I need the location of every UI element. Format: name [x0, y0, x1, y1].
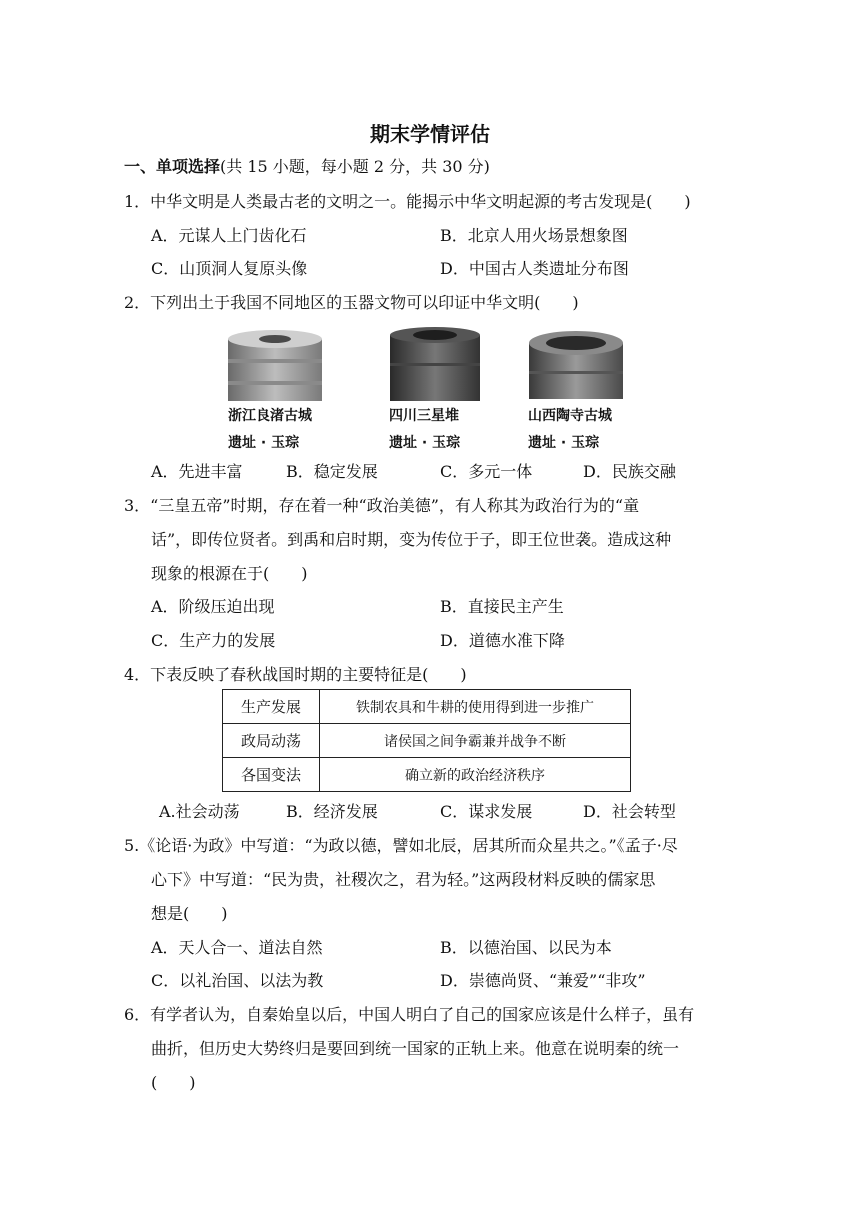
taosi-jade-cong-image: [525, 325, 627, 405]
image-3-caption-line2: 遗址 · 玉琮: [528, 435, 600, 451]
table-row-value: 铁制农具和牛耕的使用得到进一步推广: [320, 690, 631, 724]
question-1-option-a: A．元谋人上门齿化石: [151, 226, 307, 245]
table-row-key: 各国变法: [223, 758, 320, 792]
image-1-caption-line1: 浙江良渚古城: [228, 408, 312, 424]
question-1-option-d: D．中国古人类遗址分布图: [440, 259, 629, 278]
question-2-stem: 2．下列出土于我国不同地区的玉器文物可以印证中华文明( ): [124, 293, 579, 312]
question-1-option-c: C．山顶洞人复原头像: [151, 259, 308, 278]
image-1-caption-line2: 遗址 · 玉琮: [228, 435, 300, 451]
question-4-option-b: B．经济发展: [286, 802, 378, 821]
table-row: [223, 724, 631, 758]
question-5-stem-line3: 想是( ): [151, 904, 228, 923]
question-6-stem-line1: 6．有学者认为，自秦始皇以后，中国人明白了自己的国家应该是什么样子，虽有: [124, 1005, 695, 1024]
question-5-stem-line2: 心下》中写道：“民为贵，社稷次之，君为轻。”这两段材料反映的儒家思: [151, 870, 656, 889]
question-3-option-b: B．直接民主产生: [440, 597, 564, 616]
question-5-option-b: B．以德治国、以民为本: [440, 938, 612, 957]
table-row-key: 生产发展: [223, 690, 320, 724]
question-5-option-c: C．以礼治国、以法为教: [151, 971, 324, 990]
section-note: (共 15 小题，每小题 2 分，共 30 分): [220, 157, 490, 176]
question-4-option-c: C．谋求发展: [440, 802, 533, 821]
question-5-option-a: A．天人合一、道法自然: [151, 938, 323, 957]
sanxingdui-jade-cong-image: [384, 325, 486, 405]
image-2-caption-line2: 遗址 · 玉琮: [389, 435, 461, 451]
question-3-stem-line2: 话”，即传位贤者。到禹和启时期，变为传位于子，即王位世袭。造成这种: [151, 530, 672, 549]
question-2-option-b: B．稳定发展: [286, 462, 378, 481]
question-6-stem-line2: 曲折，但历史大势终归是要回到统一国家的正轨上来。他意在说明秦的统一: [151, 1039, 680, 1058]
question-2-option-c: C．多元一体: [440, 462, 533, 481]
question-4-option-a: A.社会动荡: [159, 802, 240, 821]
page-title: 期末学情评估: [370, 122, 490, 146]
question-3-stem-line3: 现象的根源在于( ): [151, 564, 308, 583]
question-4-option-d: D．社会转型: [583, 802, 676, 821]
question-4-stem: 4．下表反映了春秋战国时期的主要特征是( ): [124, 665, 467, 684]
question-3-option-d: D．道德水准下降: [440, 631, 565, 650]
question-3-stem-line1: 3．“三皇五帝”时期，存在着一种“政治美德”，有人称其为政治行为的“童: [124, 496, 640, 515]
image-2-caption-line1: 四川三星堆: [389, 408, 459, 424]
feature-table: [222, 689, 631, 792]
question-2-option-d: D．民族交融: [583, 462, 676, 481]
question-1-stem: 1．中华文明是人类最古老的文明之一。能揭示中华文明起源的考古发现是( ): [124, 192, 691, 211]
question-3-option-a: A．阶级压迫出现: [151, 597, 275, 616]
liangzhu-jade-cong-image: [224, 325, 326, 405]
question-5-option-d: D．崇德尚贤、“兼爱”“非攻”: [440, 971, 646, 990]
question-2-option-a: A．先进丰富: [151, 462, 243, 481]
question-6-stem-line3: ( ): [151, 1073, 196, 1092]
image-3-caption-line1: 山西陶寺古城: [528, 408, 612, 424]
table-row-value: 诸侯国之间争霸兼并战争不断: [320, 724, 631, 758]
question-3-option-c: C．生产力的发展: [151, 631, 276, 650]
question-1-option-b: B．北京人用火场景想象图: [440, 226, 628, 245]
question-5-stem-line1: 5.《论语·为政》中写道：“为政以德，譬如北辰，居其所而众星共之。”《孟子·尽: [124, 836, 678, 855]
table-row: [223, 758, 631, 792]
table-row-key: 政局动荡: [223, 724, 320, 758]
table-row-value: 确立新的政治经济秩序: [320, 758, 631, 792]
table-row: [223, 690, 631, 724]
section-label: 一、单项选择: [124, 157, 221, 176]
section-heading: [124, 157, 490, 177]
